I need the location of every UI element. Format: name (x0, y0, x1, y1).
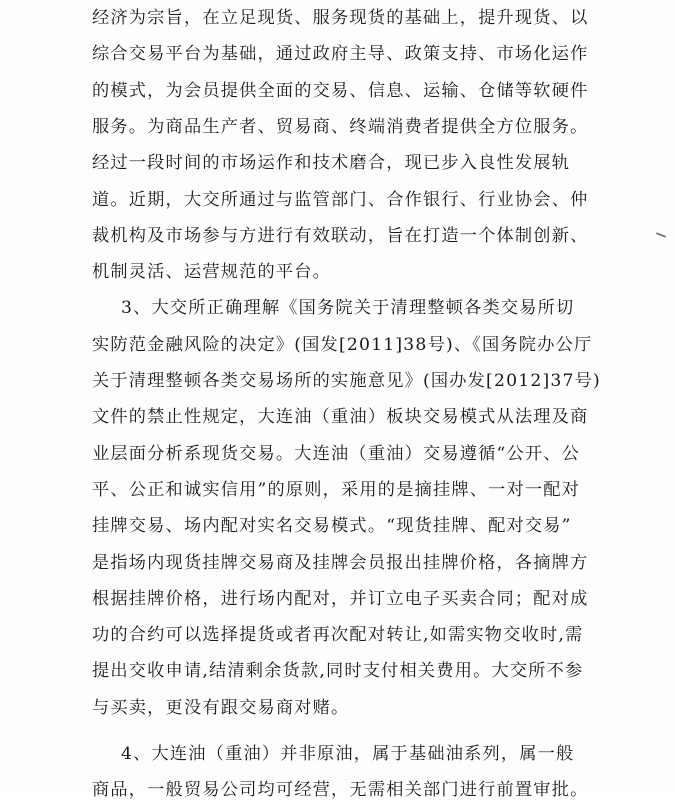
paragraph-line: 提出交收申请,结清剩余货款,同时支付相关费用。大交所不参 (92, 661, 584, 682)
paragraph-line: 挂牌交易、场内配对实名交易模式。“现货挂牌、配对交易” (92, 516, 572, 537)
paragraph-line: 裁机构及市场参与方进行有效联动，旨在打造一个体制创新、 (92, 225, 589, 246)
paragraph-line: 道。近期，大交所通过与监管部门、合作银行、行业协会、仲 (92, 189, 589, 210)
paragraph-line: 经过一段时间的市场运作和技术磨合，现已步入良性发展轨 (92, 153, 571, 174)
paragraph-line: 4、大连油（重油）并非原油，属于基础油系列，属一般 (121, 744, 575, 764)
paragraph-line: 与买卖，更没有跟交易商对赌。 (92, 697, 350, 718)
paragraph-line: 商品，一般贸易公司均可经营，无需相关部门进行前置审批。 (92, 780, 589, 801)
paragraph-line: 是指场内现货挂牌交易商及挂牌会员报出挂牌价格，各摘牌方 (92, 552, 589, 573)
paragraph-line: 综合交易平台为基础，通过政府主导、政策支持、市场化运作 (92, 44, 589, 65)
scan-mark (656, 232, 666, 238)
paragraph-line: 关于清理整顿各类交易场所的实施意见》(国办发[2012]37号) (92, 371, 601, 391)
paragraph-line: 服务。为商品生产者、贸易商、终端消费者提供全方位服务。 (92, 116, 589, 137)
paragraph-line: 文件的禁止性规定，大连油（重油）板块交易模式从法理及商 (92, 407, 589, 428)
paragraph-line: 业层面分析系现货交易。大连油（重油）交易遵循“公开、公 (92, 443, 581, 464)
paragraph-line: 经济为宗旨，在立足现货、服务现货的基础上，提升现货、以 (92, 8, 589, 28)
paragraph-line: 平、公正和诚实信用”的原则，采用的是摘挂牌、一对一配对 (92, 479, 581, 500)
paragraph-line: 实防范金融风险的决定》(国发[2011]38号)、《国务院办公厅 (92, 334, 593, 355)
paragraph-line: 机制灵活、运营规范的平台。 (92, 262, 332, 283)
paragraph-line: 根据挂牌价格，进行场内配对，并订立电子买卖合同；配对成 (92, 588, 589, 609)
paragraph-line: 功的合约可以选择提货或者再次配对转让,如需实物交收时,需 (92, 625, 584, 646)
paragraph-line: 3、大交所正确理解《国务院关于清理整顿各类交易所切 (121, 298, 575, 319)
paragraph-line: 的模式，为会员提供全面的交易、信息、运输、仓储等软硬件 (92, 80, 589, 101)
